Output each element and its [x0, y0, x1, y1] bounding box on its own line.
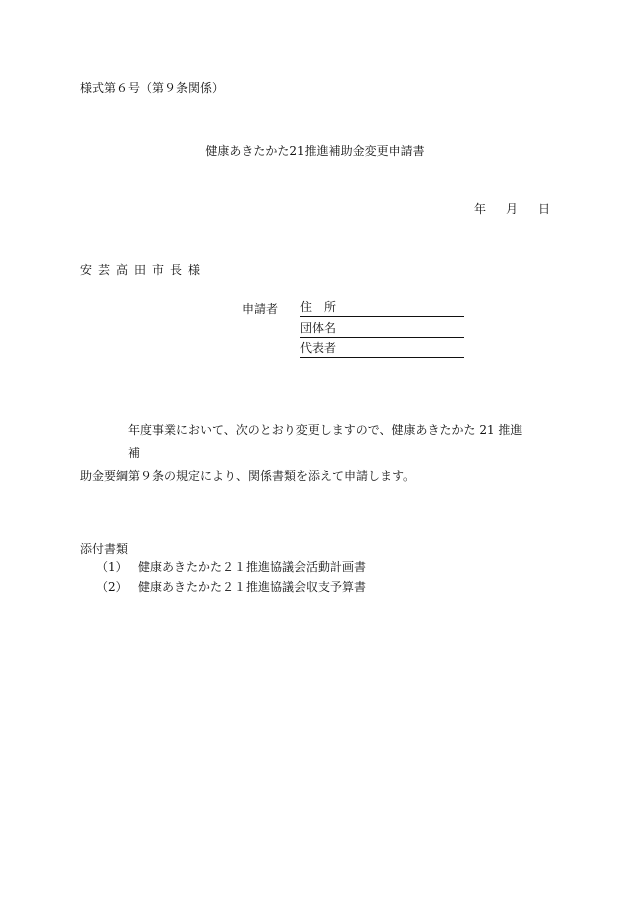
body-line-1: 年度事業において、次のとおり変更しますので、健康あきたかた 21 推進補 — [128, 423, 523, 460]
attachment-number: （2） — [96, 580, 128, 594]
representative-field[interactable] — [300, 340, 464, 358]
date-day-label: 日 — [537, 202, 550, 216]
address-field[interactable] — [300, 299, 464, 317]
organization-label: 団体名 — [300, 321, 337, 335]
attachment-number: （1） — [96, 560, 128, 574]
organization-field[interactable] — [300, 320, 464, 338]
document-title: 健康あきたかた21推進補助金変更申請書 — [205, 144, 425, 158]
date-line — [474, 201, 550, 217]
body-line-2: 助金要綱第９条の規定により、関係書類を添えて申請します。 — [80, 469, 416, 483]
attachment-text: 健康あきたかた２１推進協議会収支予算書 — [138, 580, 367, 594]
address-label: 住 所 — [300, 300, 337, 314]
body-paragraph — [80, 419, 530, 488]
attachments-title: 添付書類 — [80, 542, 129, 556]
addressee: 安芸高田市長様 — [80, 263, 207, 277]
attachment-item — [96, 579, 366, 595]
date-month-label: 月 — [505, 202, 518, 216]
attachment-text: 健康あきたかた２１推進協議会活動計画書 — [138, 560, 367, 574]
applicant-label: 申請者 — [242, 302, 279, 316]
representative-label: 代表者 — [300, 341, 337, 355]
attachment-item — [96, 559, 366, 575]
form-number: 様式第６号（第９条関係） — [80, 81, 225, 95]
date-year-label: 年 — [473, 202, 486, 216]
